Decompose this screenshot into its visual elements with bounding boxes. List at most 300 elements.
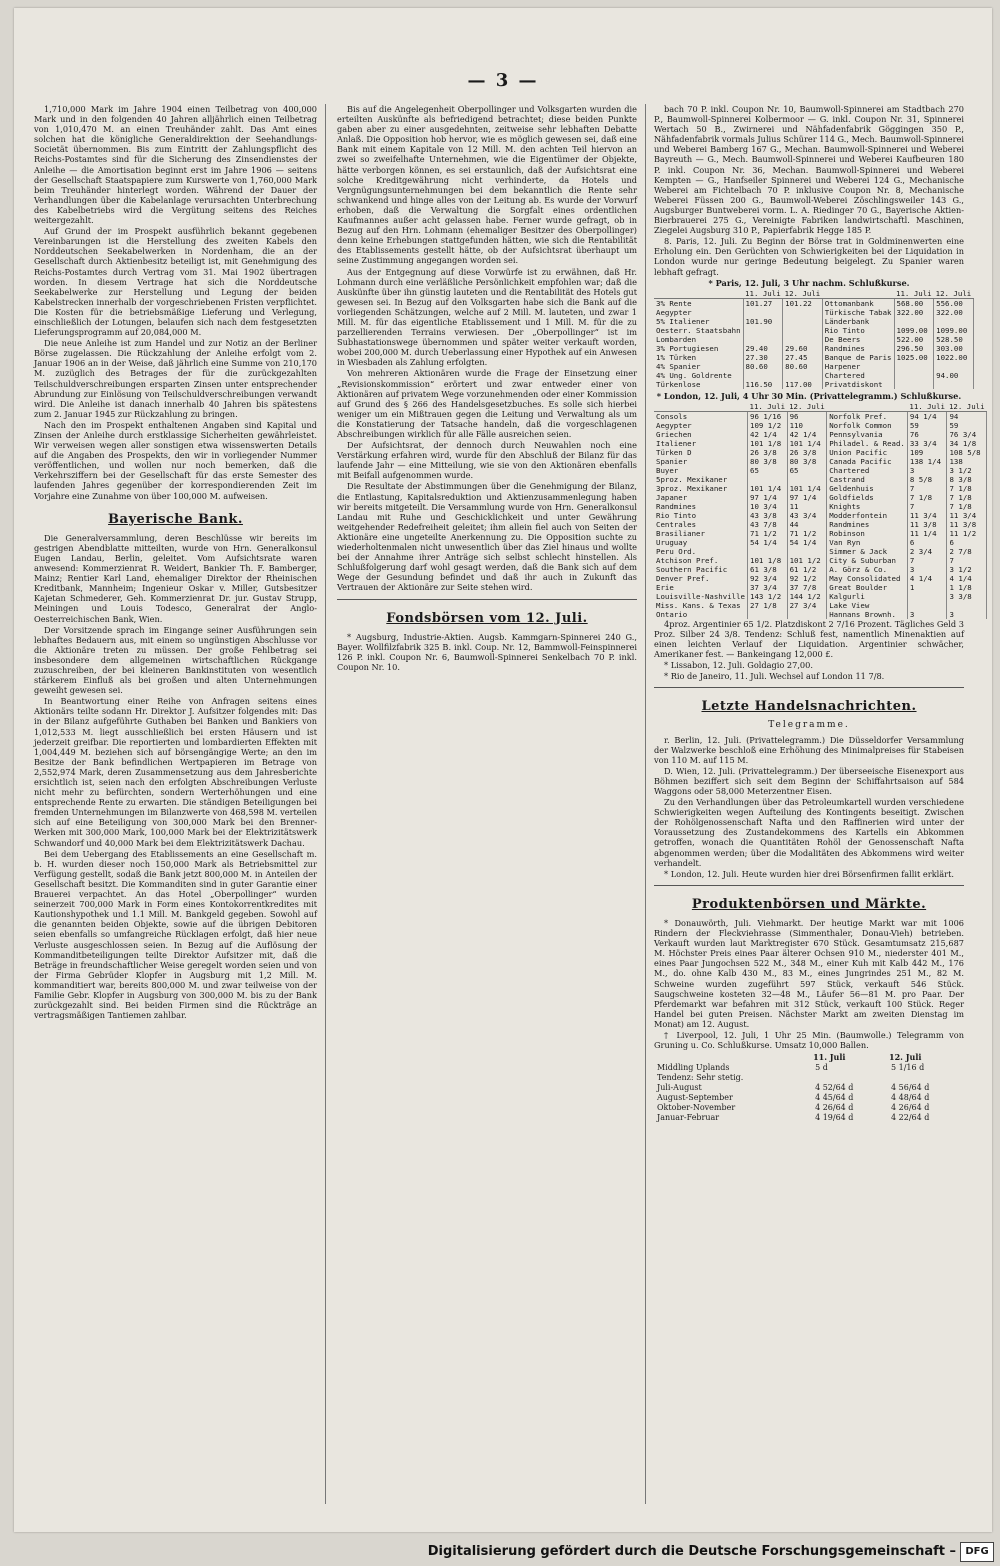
table-cell: 3: [907, 466, 947, 475]
table-cell: Randmines: [822, 344, 894, 353]
table-cell: 11 3/8: [947, 520, 987, 529]
table-cell: 4 1/4: [907, 574, 947, 583]
table-row: [654, 326, 973, 335]
table-cell: Peru Ord.: [654, 547, 748, 556]
table-row: [654, 1093, 964, 1103]
table-cell: Randmines: [827, 520, 908, 529]
table-cell: 3 3/8: [947, 592, 987, 601]
table-cell: 522.00: [894, 335, 934, 344]
table-header-cell: [654, 1051, 812, 1063]
table-cell: [743, 371, 783, 380]
table-cell: 101 1/4: [787, 484, 827, 493]
table-cell: Consols: [654, 411, 748, 421]
table-cell: 4 19/64 d: [815, 1113, 854, 1123]
table-row: [654, 1103, 964, 1113]
table-cell: Januar-Februar: [657, 1113, 720, 1123]
table-row: [654, 610, 987, 619]
paragraph: bach 70 P. inkl. Coupon Nr. 10, Baumwoll-Spinnerei am Stadtbach 270 P., Baumwoll-Spinnerei Kolbermoor — G. inkl. Coupon Nr. 31, Spinnerei Wertach 50 B., Zwirnerei und Nähfadenfabrik Göggingen 350 P., Nähfadenfabrik vormals Julius Schürer 114 G., Mech. Baumwoll-Spinnerei und Weberei Bamberg 167 G., Mechan. Baumwoll-Spinnerei und Weberei Bayreuth — G., Mech. Baumwoll-Spinnerei und Weberei Kaufbeuren 180 P. inkl. Coupon Nr. 36, Mechan. Baumwoll-Spinnerei und Weberei Kempten — G., Hanfseiler Spinnerei und Weberei 124 G., Mechanische Weberei am Fichtelbach 70 P. inklusive Coupon Nr. 8, Mechanische Weberei Füssen 200 G., Baumwoll-Weberei Zöschlingsweiler 143 G., Augsburger Buntweberei vorm. L. A. Riedinger 70 G., Bayerische Aktien-Bierbrauerei 275 G., Vereinigte Fabriken landwirtschaftl. Maschinen, Ziegelei Augsburg 310 P., Papierfabrik Hegge 185 P.: [654, 104, 964, 236]
table-cell: 61 1/2: [787, 565, 827, 574]
table-header-cell: 12. Juli: [889, 1052, 922, 1063]
table-cell: Uruguay: [654, 538, 748, 547]
table-cell: 11 3/4: [907, 511, 947, 520]
table-cell: 54 1/4: [787, 538, 827, 547]
paragraph: Die Generalversammlung, deren Beschlüsse wir bereits im gestrigen Abendblatte mitteilten, wurde von Hrn. Generalkonsul Eugen Landau, Berlin, geleitet. Vom Aufsichtsrate waren anwesend: Kommerzienrat R. Weidert, Bankier Th. F. Bamberger, Mainz; Rentier Karl Land, ehemaliger Direktor der Rheinischen Kreditbank, Mannheim; Ingenieur Oskar v. Miller, Gutsbesitzer Kajetan Schmederer, Geh. Kommerzienrat Dr. jur. Gustav Strupp, Meiningen und Louis Todesco, Generalrat der Anglo-Oesterreichischen Bank, Wien.: [34, 532, 317, 624]
table-cell: Canada Pacific: [827, 457, 908, 466]
table-cell: 2 7/8: [947, 547, 987, 556]
table-cell: 8 5/8: [907, 475, 947, 484]
table-cell: Buyer: [654, 466, 748, 475]
table-cell: [783, 308, 823, 317]
table-cell: 71 1/2: [787, 529, 827, 538]
table-cell: Modderfontein: [827, 511, 908, 520]
table-cell: 138 1/4: [907, 457, 947, 466]
table-cell: 34 1/8: [947, 439, 987, 448]
table-cell: 8 3/8: [947, 475, 987, 484]
table-cell: Privatdiskont: [822, 380, 894, 389]
table-row: [654, 574, 987, 583]
table-cell: 37 3/4: [748, 583, 788, 592]
table-cell: 59: [947, 421, 987, 430]
paragraph: r. Berlin, 12. Juli. (Privattelegramm.) Die Düsseldorfer Versammlung der Walzwerke beschloß eine Erhöhung des Minimalpreises für Stabeisen von 110 M. auf 115 M.: [654, 734, 964, 765]
table-cell: 29.40: [743, 344, 783, 353]
column-2: [337, 104, 637, 673]
table-cell: [934, 317, 974, 326]
paragraph: * Lissabon, 12. Juli. Goldagio 27,00.: [664, 660, 813, 671]
table-cell: Kalgurli: [827, 592, 908, 601]
table-cell: Middling Uplands: [657, 1063, 730, 1073]
table-row: [654, 430, 987, 439]
page-number: — 3 —: [467, 70, 539, 91]
table-cell: 7 1/8: [947, 502, 987, 511]
table-cell: 4 45/64 d: [815, 1093, 854, 1103]
table-header-cell: [822, 289, 894, 299]
table-cell: 4 22/64 d: [891, 1113, 930, 1123]
table-cell: 7: [907, 502, 947, 511]
table-cell: 65: [787, 466, 827, 475]
table-cell: 26 3/8: [748, 448, 788, 457]
table-row: [654, 556, 987, 565]
london-quotes-table: [654, 402, 987, 619]
section-subheading: Telegramme.: [768, 720, 850, 731]
table-cell: 80.60: [743, 362, 783, 371]
table-cell: 1025.00: [894, 353, 934, 362]
table-cell: 110: [787, 421, 827, 430]
table-row: [654, 344, 973, 353]
table-cell: Brasilianer: [654, 529, 748, 538]
table-cell: 27 1/8: [748, 601, 788, 610]
table-cell: 109 1/2: [748, 421, 788, 430]
paragraph: * Donauwörth, Juli. Viehmarkt. Der heutige Markt war mit 1006 Rindern der Fleckviehrasse (Simmenthaler, Donau-Vieh) betrieben. Verkauft wurden laut Marktregister 670 Stück. Gesamtumsatz 215,687 M. Höchster Preis eines Paar älterer Ochsen 910 M., niederster 401 M., eines Paar Jungochsen 522 M., 348 M., einer Kuh mit Kalb 442 M., 176 M., do. ohne Kalb 430 M., 83 M., eines Jungrindes 251 M., 82 M. Schweine wurden zugeführt 597 Stück, verkauft 546 Stück. Saugschweine kosteten 32—48 M., Läufer 56—81 M. pro Paar. Der Pferdemarkt war befahren mit 312 Stück, verkauft 100 Stück. Reger Handel bei guten Preisen. Nächster Markt am zweiten Dienstag im Monat) am 12. August.: [654, 917, 964, 1029]
table-cell: 3% Rente: [654, 298, 743, 308]
table-cell: Lombarden: [654, 335, 743, 344]
paragraph: Die Resultate der Abstimmungen über die Genehmigung der Bilanz, die Entlastung, Kapitalsreduktion und Aktienzusammenlegung haben wir bereits mitgeteilt. Die Versammlung wurde von Hrn. Generalkonsul Landau mit Ruhe und Geschicklichkeit und unter Gewährung weitgehender Redefreiheit geleitet; ihm allein fiel auch von Seiten der Aktionäre eine ungeteilte Anerkennung zu. Die Opposition suchte zu wiederholtenmalen nicht unwesentlich über das Ziel hinaus und wollte bei der Annahme ihrer Anträge sich selbst schlecht hinstellen. Als Schlußfolgerung darf wohl gesagt werden, daß die Bank sich auf dem Wege der Gesundung befindet und daß ihr auch in Zukunft das Vertrauen der Aktionäre zur Seite stehen wird.: [337, 481, 637, 593]
table-header-cell: [654, 402, 748, 412]
table-cell: 101 1/4: [787, 439, 827, 448]
table-header-cell: 12. Juli: [784, 288, 821, 298]
table-cell: 303.00: [934, 344, 974, 353]
table-cell: Türkenlose: [654, 380, 743, 389]
table-cell: [783, 317, 823, 326]
table-cell: Japaner: [654, 493, 748, 502]
table-cell: 27.30: [743, 353, 783, 362]
table-cell: 42 1/4: [748, 430, 788, 439]
table-cell: 4 48/64 d: [891, 1093, 930, 1103]
table-row: [654, 362, 973, 371]
table-cell: 5% Italiener: [654, 317, 743, 326]
table-cell: Juli-August: [657, 1083, 702, 1093]
table-cell: 101 1/4: [748, 484, 788, 493]
divider: [337, 599, 637, 600]
table-cell: 43 3/8: [748, 511, 788, 520]
table-header-cell: [654, 289, 743, 299]
table-row: [654, 380, 973, 389]
table-cell: 11 3/4: [947, 511, 987, 520]
table-cell: Oesterr. Staatsbahn: [654, 326, 743, 335]
table-row: [654, 298, 973, 308]
paragraph: Bei dem Uebergang des Etablissements an eine Gesellschaft m. b. H. wurden dieser noch 150,000 Mark als Betriebsmittel zur Verfügung gestellt, sodaß die Bank jetzt 800,000 M. in Anteilen der Gesellschaft besitzt. Die Kommanditen sind in guter Garantie einer Brauerei verpachtet. An das Hotel „Oberpollinger“ wurden seinerzeit 700,000 Mark in Form eines Kontokorrentkredites mit Kautionshypothek und 1.1 Mill. M. Bankgeld gegeben. Sowohl auf die genannten beiden Objekte, sowie auf die übrigen Debitoren seien ebenfalls so umfangreiche Rücklagen erfolgt, daß hier neue Verluste ausgeschlossen seien. In Bezug auf die Auflösung der Kommanditbeteiligungen teilte Direktor Aufsitzer mit, daß die Beträge in freundschaftlicher Weise geregelt worden seien und von der Firma Gebrüder Klopfer in Augsburg mit 1,2 Mill. M. kommanditiert war, bereits 800,000 M. und zwar teilweise von der Familie Gebr. Klopfer in Augsburg von 300,000 M. bis zu der Bank zurückgezahlt sind. Bei beiden Firmen sind die Rückträge an vertragsmäßigen Tantiemen zahlbar.: [34, 848, 317, 1021]
table-cell: 138: [947, 457, 987, 466]
table-cell: 109: [907, 448, 947, 457]
table-cell: 1: [907, 583, 947, 592]
liverpool-table: [654, 1051, 964, 1123]
table-cell: Ontario: [654, 610, 748, 619]
table-cell: 568.00: [894, 298, 934, 308]
table-row: [654, 1113, 964, 1123]
table-cell: 3% Portugiesen: [654, 344, 743, 353]
table-row: [654, 371, 973, 380]
paragraph: 4proz. Argentinier 65 1/2. Platzdiskont 2 7/16 Prozent. Tägliches Geld 3 Proz. Silber 24 3/8. Tendenz: Schluß fest, namentlich Minenaktien auf einen leichten Verlauf der Liquidation. Argentinier schwächer, Amerikaner fest. — Bankeingang 12,000 £.: [654, 618, 964, 660]
table-cell: [748, 475, 788, 484]
table-header-cell: 11. Juli: [896, 288, 932, 298]
table-cell: 322.00: [894, 308, 934, 317]
table-cell: 7: [947, 556, 987, 565]
table-header-cell: 11. Juli: [749, 401, 786, 411]
table-row: [654, 484, 987, 493]
table-row: [654, 520, 987, 529]
table-row: [654, 475, 987, 484]
table-cell: 4% Ung. Goldrente: [654, 371, 743, 380]
footer-text: Digitalisierung gefördert durch die Deutsche Forschungsgemeinschaft –: [427, 1544, 956, 1559]
table-cell: De Beers: [822, 335, 894, 344]
table-cell: 3: [907, 565, 947, 574]
footer: [0, 1536, 1000, 1566]
table-cell: [743, 335, 783, 344]
table-cell: Aegypter: [654, 308, 743, 317]
table-cell: 96: [787, 411, 827, 421]
table-row: [654, 466, 987, 475]
table-cell: 97 1/4: [787, 493, 827, 502]
table-cell: 92 3/4: [748, 574, 788, 583]
table-cell: May Consolidated: [827, 574, 908, 583]
table-cell: Geldenhuis: [827, 484, 908, 493]
paragraph: Aus der Entgegnung auf diese Vorwürfe ist zu erwähnen, daß Hr. Lohmann durch eine verläßliche Persönlichkeit empfohlen war; daß die Auskünfte über ihn günstig lauteten und die Rentabilität des Hotels gut gewesen sei. In Bezug auf den Volksgarten habe sich die Bank auf die vorliegenden Schätzungen, welche auf 2 Mill. M. lauteten, und zwar 1 Mill. M. für das eigentliche Etablissement und 1 Mill. M. für die zu parzellierenden Terrains verwiesen. Der „Oberpollinger“ ist im Subhastationswege übernommen und später weiter verkauft worden, wobei 200,000 M. durch Ueberlassung einer Hypothek auf ein Anwesen in Wiesbaden als Zahlung erfolgten.: [337, 266, 637, 368]
table-cell: Great Boulder: [827, 583, 908, 592]
table-cell: 5proz. Mexikaner: [654, 475, 748, 484]
table-cell: [894, 362, 934, 371]
paragraph: Der Aufsichtsrat, der dennoch durch Neuwahlen noch eine Verstärkung erfahren wird, wurde für den Abschluß der Bilanz für das laufende Jahr — eine Mitteilung, wie sie von den Aktionären ebenfalls mit Beifall aufgenommen wurde.: [337, 440, 637, 481]
table-row: [654, 502, 987, 511]
table-cell: Italiener: [654, 439, 748, 448]
table-cell: Türken D: [654, 448, 748, 457]
table-cell: 1099.00: [894, 326, 934, 335]
table-cell: 96 1/16: [748, 411, 788, 421]
table-row: [654, 601, 987, 610]
table-cell: 3 1/2: [947, 466, 987, 475]
table-cell: 26 3/8: [787, 448, 827, 457]
table-row: [654, 457, 987, 466]
table-cell: Randmines: [654, 502, 748, 511]
table-cell: [812, 1073, 888, 1083]
paragraph: D. Wien, 12. Juli. (Privattelegramm.) Der überseeische Eisenexport aus Böhmen beziffert sich seit dem Beginn der Schiffahrtsaison auf 584 Waggons oder 58,000 Meterzentner Eisen.: [654, 765, 964, 796]
table-cell: Atchison Pref.: [654, 556, 748, 565]
table-cell: [934, 362, 974, 371]
table-cell: [947, 601, 987, 610]
table-cell: [743, 326, 783, 335]
table-row: [654, 421, 987, 430]
paragraph: * Augsburg, Industrie-Aktien. Augsb. Kammgarn-Spinnerei 240 G., Bayer. Wollfilzfabrik 325 B. inkl. Coup. Nr. 12, Bammwoll-Feinspinnerei 126 P. inkl. Coupon Nr. 6, Baumwoll-Spinnerei Senkelbach 70 P. inkl. Coupon Nr. 10.: [337, 631, 637, 672]
table-cell: Louisville-Nashville: [654, 592, 748, 601]
paragraph: * Rio de Janeiro, 11. Juli. Wechsel auf London 11 7/8.: [664, 671, 885, 682]
table-row: [654, 493, 987, 502]
table-cell: Erie: [654, 583, 748, 592]
paragraph: * London, 12. Juli. Heute wurden hier drei Börsenfirmen fallit erklärt.: [664, 868, 954, 879]
table-cell: 37 7/8: [787, 583, 827, 592]
table-cell: [743, 308, 783, 317]
paragraph: Nach den im Prospekt enthaltenen Angaben sind Kapital und Zinsen der Anleihe durch erstklassige Sicherheiten gewährleistet. Wir verweisen wegen aller sonstigen etwa wissenswerten Details auf die Angaben des Prospekts, den wir in vorliegender Nummer veröffentlichen, und wollen nur noch bemerken, daß die Verkehrsziffern bei der Gesellschaft für das erste Semester des laufenden Jahres gegenüber der korrespondierenden Zeit im Vorjahre eine Zunahme von über 100,000 M. aufweisen.: [34, 419, 317, 501]
table-cell: 76: [907, 430, 947, 439]
table-cell: [894, 380, 934, 389]
table-cell: [748, 547, 788, 556]
table-row: [654, 565, 987, 574]
table-row: [654, 1073, 964, 1083]
table-cell: 528.50: [934, 335, 974, 344]
table-cell: 322.00: [934, 308, 974, 317]
table-cell: 44: [787, 520, 827, 529]
table-cell: 4 1/4: [947, 574, 987, 583]
table-cell: 117.00: [783, 380, 823, 389]
paris-quotes-table: [654, 289, 974, 389]
table-cell: [783, 335, 823, 344]
table-cell: 7 1/8: [947, 493, 987, 502]
table-cell: 3: [907, 610, 947, 619]
table-row: [654, 335, 973, 344]
table-cell: 29.60: [783, 344, 823, 353]
section-heading: Produktenbörsen und Märkte.: [691, 896, 927, 912]
table-cell: 144 1/2: [787, 592, 827, 601]
paragraph: In Beantwortung einer Reihe von Anfragen seitens eines Aktionärs teilte sodann Hr. Direktor J. Aufsitzer folgendes mit: Das in der Bilanz aufgeführte Guthaben bei Banken und Bankiers von 1,012,533 M. liegt ausschließlich bei ersten Häusern und ist jederzeit greifbar. Die reportierten und lombardierten Effekten mit 1,004,449 M. beziehen sich auf börsengängige Werte; an den im Besitze der Bank befindlichen Wertpapieren im Betrage von 2,552,974 Mark, deren Zusammensetzung aus dem Jahresberichte ersichtlich ist, seien nach den erfolgten Abschreibungen Verluste nicht mehr zu befürchten, sondern Werterhöhungen und eine entsprechende Rente zu erwarten. Die ständigen Beteiligungen bei fremden Unternehmungen im Bilanzwerte von 468,598 M. verteilen sich auf eine Beteiligung von 300,000 Mark bei den Brenner-Werken mit 300,000 Mark, 100,000 Mark bei der Elektrizitätswerk Schwandorf und 40,000 Mark bei dem Elektrizitätswerk Dachau.: [34, 696, 317, 848]
table-cell: Ottomanbank: [822, 298, 894, 308]
table-header-cell: 12. Juli: [789, 401, 825, 411]
divider: [654, 885, 964, 886]
table-cell: [894, 317, 934, 326]
section-heading: Bayerische Bank.: [108, 511, 243, 527]
table-caption: * London, 12. Juli, 4 Uhr 30 Min. (Privattelegramm.) Schlußkurse.: [656, 390, 962, 401]
table-header-cell: [827, 402, 908, 412]
section-heading: Letzte Handelsnachrichten.: [701, 699, 917, 715]
table-cell: 2 3/4: [907, 547, 947, 556]
table-cell: 5 1/16 d: [891, 1063, 925, 1073]
table-cell: Knights: [827, 502, 908, 511]
table-cell: Chartered: [827, 466, 908, 475]
paragraph: Die neue Anleihe ist zum Handel und zur Notiz an der Berliner Börse zugelassen. Die Rückzahlung der Anleihe erfolgt vom 2. Januar 1906 an in der Weise, daß jährlich eine Summe von 210,170 M. zuzüglich des Betrages der für die zurückgezahlten Teilschuldverschreibungen ersparten Zinsen unter entsprechender Abrundung zur Einlösung von Teilschuldverschreibungen verwandt wird. Die Anleihe ist danach innerhalb 40 Jahren bis spätestens zum 2. Januar 1945 zur Rückzahlung zu bringen.: [34, 338, 317, 419]
table-cell: [748, 610, 788, 619]
table-header-cell: 11. Juli: [745, 288, 781, 298]
table-cell: 6: [947, 538, 987, 547]
divider: [654, 687, 964, 688]
table-cell: 101 1/8: [748, 439, 788, 448]
table-row: [654, 1083, 964, 1093]
table-cell: [907, 601, 947, 610]
table-cell: Castrand: [827, 475, 908, 484]
table-cell: [787, 547, 827, 556]
newspaper-page: [14, 8, 992, 1532]
table-cell: 4 52/64 d: [815, 1083, 854, 1093]
table-cell: 94.00: [934, 371, 974, 380]
table-cell: 7 1/8: [947, 484, 987, 493]
table-row: [654, 511, 987, 520]
table-cell: 94 1/4: [907, 411, 947, 421]
table-cell: 4 56/64 d: [891, 1083, 930, 1093]
table-cell: 61 3/8: [748, 565, 788, 574]
table-cell: [783, 371, 823, 380]
table-cell: Centrales: [654, 520, 748, 529]
dfg-logo: DFG: [960, 1542, 994, 1562]
table-cell: 43 3/4: [787, 511, 827, 520]
table-cell: Rio Tinto: [654, 511, 748, 520]
table-cell: Philadel. & Read.: [827, 439, 908, 448]
table-cell: Griechen: [654, 430, 748, 439]
table-cell: 4 26/64 d: [815, 1103, 854, 1113]
table-cell: 4 26/64 d: [891, 1103, 930, 1113]
column-rule: [645, 104, 646, 1504]
table-row: [654, 592, 987, 601]
table-cell: 27.45: [783, 353, 823, 362]
table-cell: 59: [907, 421, 947, 430]
table-caption: * Paris, 12. Juli, 3 Uhr nachm. Schlußkurse.: [708, 277, 910, 288]
table-cell: Pennsylvania: [827, 430, 908, 439]
table-cell: 94: [947, 411, 987, 421]
table-cell: 101 1/2: [787, 556, 827, 565]
table-cell: Norfolk Common: [827, 421, 908, 430]
table-cell: Lake View: [827, 601, 908, 610]
table-header-cell: 12. Juli: [935, 288, 972, 298]
table-cell: 80 3/8: [787, 457, 827, 466]
table-row: [654, 439, 987, 448]
table-cell: Union Pacific: [827, 448, 908, 457]
table-row: [654, 538, 987, 547]
table-cell: 6: [907, 538, 947, 547]
table-cell: Robinson: [827, 529, 908, 538]
table-cell: [888, 1073, 964, 1083]
table-cell: 11 1/4: [907, 529, 947, 538]
table-cell: Harpener: [822, 362, 894, 371]
paragraph: Zu den Verhandlungen über das Petroleumkartell wurden verschiedene Schwierigkeiten wegen Aufteilung des Kontingents beseitigt. Zwischen der Rohölgenossenschaft Nafta und den Raffinerien wird unter der Voraussetzung des Zustandekommens des Kartells ein Abkommen getroffen, wonach die Quantitäten Rohöl der Genossenschaft Nafta abgenommen werden; über die Modalitäten des Abkommens wird weiter verhandelt.: [654, 797, 964, 868]
table-cell: 7: [907, 556, 947, 565]
table-cell: 43 7/8: [748, 520, 788, 529]
table-cell: Denver Pref.: [654, 574, 748, 583]
table-cell: [934, 380, 974, 389]
table-row: [654, 1063, 964, 1073]
table-cell: 143 1/2: [748, 592, 788, 601]
table-cell: 4% Spanier: [654, 362, 743, 371]
table-row: [654, 529, 987, 538]
table-header-cell: 11. Juli: [909, 401, 945, 411]
table-cell: Tendenz: Sehr stetig.: [657, 1073, 744, 1083]
paragraph: Von mehreren Aktionären wurde die Frage der Einsetzung einer „Revisionskommission“ erörtert und zwar entweder einer von Aktionären auf privatem Wege vorzunehmenden oder einer Kommission auf Grund des § 266 des Handelsgesetzbuches. Es solle sich hierbei weniger um ein Mißtrauen gegen die Leitung und Verwaltung als um die Konstatierung der Tatsache handeln, daß die vorgeschlagenen Abschreibungen wirklich für alle Fälle ausreichen seien.: [337, 368, 637, 439]
table-header-cell: 12. Juli: [948, 401, 985, 411]
table-cell: Türkische Tabak: [822, 308, 894, 317]
table-cell: 3: [947, 610, 987, 619]
table-cell: 10 3/4: [748, 502, 788, 511]
table-cell: Southern Pacific: [654, 565, 748, 574]
table-row: [654, 411, 987, 421]
table-cell: 7 1/8: [907, 493, 947, 502]
table-cell: 101.22: [783, 298, 823, 308]
table-cell: Oktober-November: [657, 1103, 736, 1113]
table-cell: 101.27: [743, 298, 783, 308]
table-cell: 42 1/4: [787, 430, 827, 439]
table-cell: A. Görz & Co.: [827, 565, 908, 574]
table-row: [654, 448, 987, 457]
column-3: [654, 104, 985, 1123]
table-cell: August-September: [657, 1093, 733, 1103]
table-cell: Goldfields: [827, 493, 908, 502]
table-cell: 71 1/2: [748, 529, 788, 538]
table-cell: 65: [748, 466, 788, 475]
table-cell: Hannans Brownh.: [827, 610, 908, 619]
table-cell: 116.50: [743, 380, 783, 389]
table-row: [654, 583, 987, 592]
table-cell: 11 1/2: [947, 529, 987, 538]
table-cell: 101.90: [743, 317, 783, 326]
table-cell: 556.00: [934, 298, 974, 308]
table-cell: 1099.00: [934, 326, 974, 335]
table-cell: 80 3/8: [748, 457, 788, 466]
table-cell: 108 5/8: [947, 448, 987, 457]
column-1: [34, 104, 317, 1021]
table-cell: Banque de Paris: [822, 353, 894, 362]
table-cell: Aegypter: [654, 421, 748, 430]
table-cell: 80.60: [783, 362, 823, 371]
table-row: [654, 308, 973, 317]
table-cell: [787, 475, 827, 484]
table-cell: 97 1/4: [748, 493, 788, 502]
table-cell: 11: [787, 502, 827, 511]
table-cell: Chartered: [822, 371, 894, 380]
table-cell: [783, 326, 823, 335]
table-row: [654, 547, 987, 556]
table-cell: 1022.00: [934, 353, 974, 362]
table-cell: Miss. Kans. & Texas: [654, 601, 748, 610]
table-cell: 7: [907, 484, 947, 493]
table-cell: 3proz. Mexikaner: [654, 484, 748, 493]
table-cell: Spanier: [654, 457, 748, 466]
table-cell: Simmer & Jack: [827, 547, 908, 556]
table-header-cell: 11. Juli: [813, 1052, 846, 1063]
table-cell: 296.50: [894, 344, 934, 353]
table-cell: City & Suburban: [827, 556, 908, 565]
table-cell: 33 3/4: [907, 439, 947, 448]
table-cell: 92 1/2: [787, 574, 827, 583]
table-cell: 76 3/4: [947, 430, 987, 439]
paragraph: Der Vorsitzende sprach im Eingange seiner Ausführungen sein lebhaftes Bedauern aus, mit einem so ungünstigen Abschlusse vor die Aktionäre treten zu müssen. Der große Fehlbetrag sei insbesondere dem allgemeinen wirtschaftlichen Rückgange zuzuschreiben, der bei kleineren Bankinstituten von wesentlich stärkerem Einfluß als bei großen und alten Unternehmungen geweiht gewesen sei.: [34, 624, 317, 696]
table-cell: Norfolk Pref.: [827, 411, 908, 421]
table-row: [654, 317, 973, 326]
table-cell: [907, 592, 947, 601]
table-cell: Van Ryn: [827, 538, 908, 547]
section-heading: Fondsbörsen vom 12. Juli.: [386, 610, 588, 626]
table-cell: 1 1/8: [947, 583, 987, 592]
